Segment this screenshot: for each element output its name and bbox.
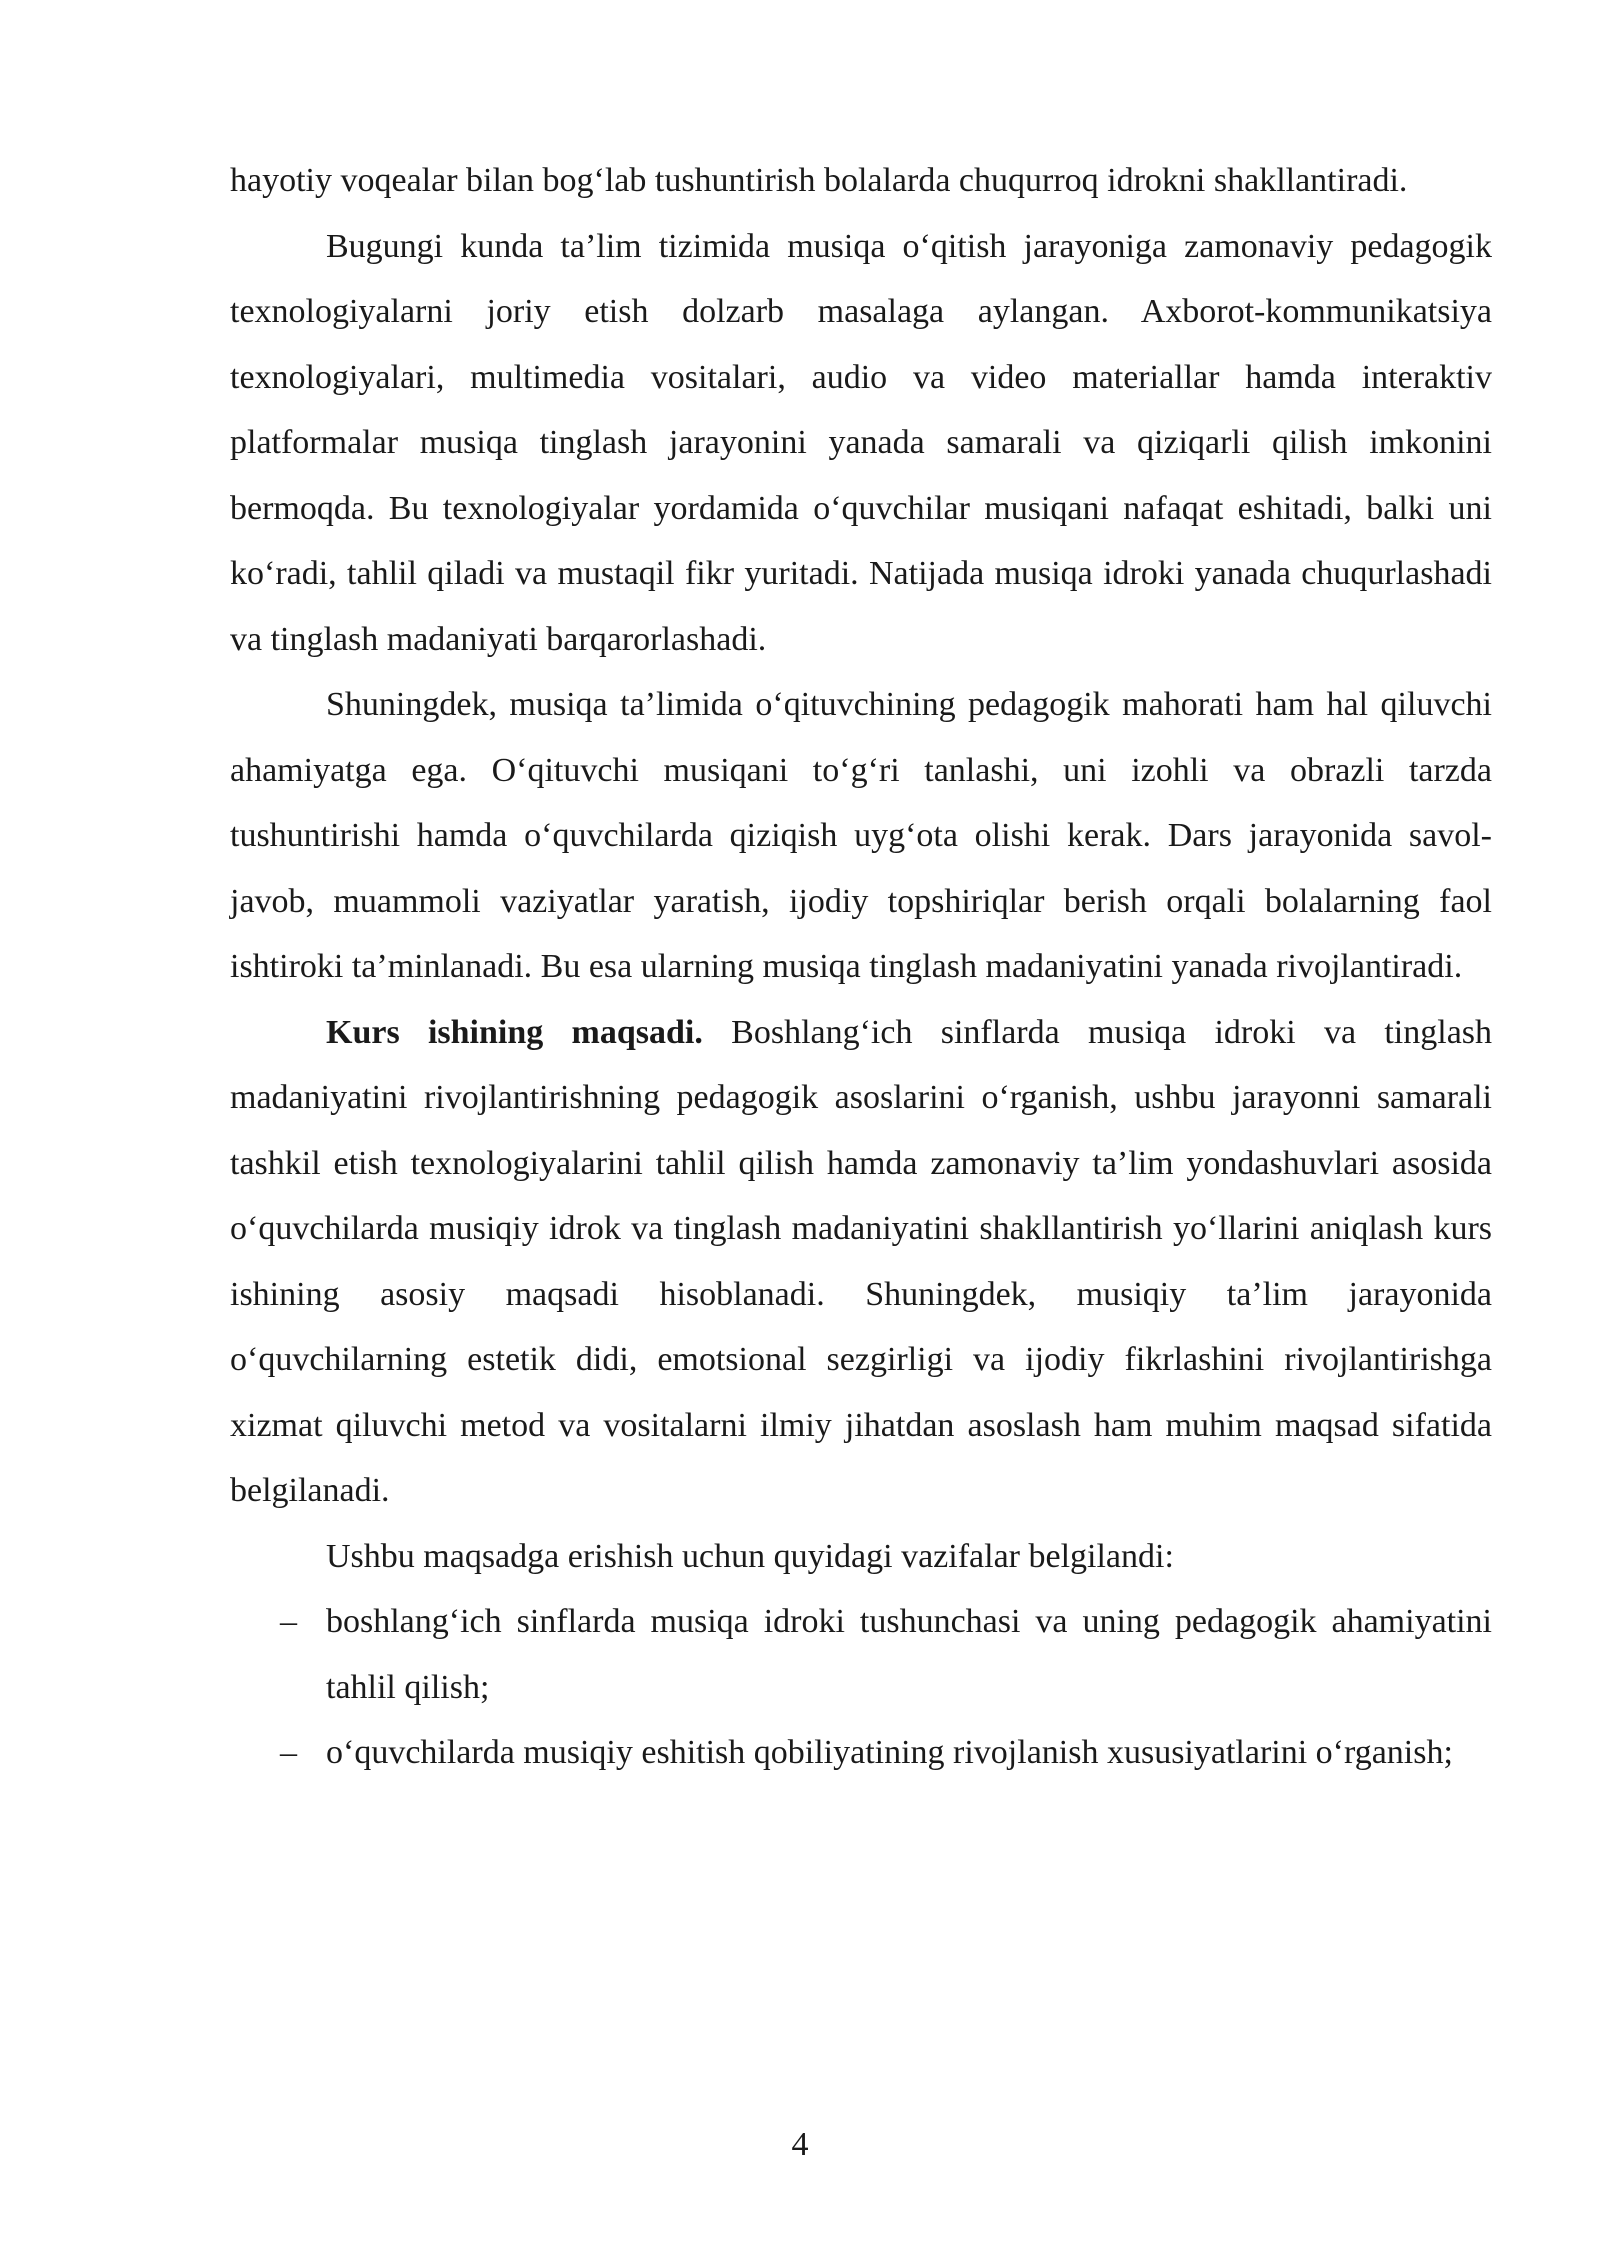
document-page	[230, 148, 1492, 1786]
paragraph-course-goal	[230, 1000, 1492, 1524]
paragraph-tasks-intro: Ushbu maqsadga erishish uchun quyidagi vazifalar belgilandi:	[326, 1537, 1174, 1575]
list-item-marker: –	[280, 1603, 297, 1640]
paragraph-continuation: hayotiy voqealar bilan bog‘lab tushuntirish bolalarda chuqurroq idrokni shakllantiradi.	[230, 162, 1408, 199]
list-item	[230, 1720, 1492, 1786]
course-goal-text: Boshlang‘ich sinflarda musiqa idroki va tinglash madaniyatini rivojlantirishning pedagogik asoslarini o‘rganish, ushbu jarayonni samarali tashkil etish texnologiyalarini tahlil qilish hamda zamonaviy ta’lim yondashuvlari asosida o‘quvchilarda musiqiy idrok va tinglash madaniyatini shakllantirish yo‘llarini aniqlash kurs ishining asosiy maqsadi hisoblanadi. Shuningdek, musiqiy ta’lim jarayonida o‘quvchilarning estetik didi, emotsional sezgirligi va ijodiy fikrlashini rivojlantirishga xizmat qiluvchi metod va vositalarni ilmiy jihatdan asoslash ham muhim maqsad sifatida belgilanadi.	[230, 1013, 1493, 1509]
course-goal-heading: Kurs ishining maqsadi.	[326, 1013, 703, 1051]
list-item	[230, 1589, 1492, 1720]
page-number: 4	[791, 2126, 809, 2163]
list-item-text: o‘quvchilarda musiqiy eshitish qobiliyatining rivojlanish xususiyatlarini o‘rganish;	[326, 1734, 1453, 1771]
list-item-marker: –	[280, 1734, 297, 1771]
paragraph-teacher-skill: Shuningdek, musiqa ta’limida o‘qituvchining pedagogik mahorati ham hal qiluvchi ahamiyatga ega. O‘qituvchi musiqani to‘g‘ri tanlashi, uni izohli va obrazli tarzda tushuntirishi hamda o‘quvchilarda qiziqish uyg‘ota olishi kerak. Dars jarayonida savol-javob, muammoli vaziyatlar yaratish, ijodiy topshiriqlar berish orqali bolalarning faol ishtiroki ta’minlanadi. Bu esa ularning musiqa tinglash madaniyatini yanada rivojlantiradi.	[230, 686, 1492, 985]
paragraph-modern-technologies: Bugungi kunda ta’lim tizimida musiqa o‘qitish jarayoniga zamonaviy pedagogik texnologiyalarni joriy etish dolzarb masalaga aylangan. Axborot-kommunikatsiya texnologiyalari, multimedia vositalari, audio va video materiallar hamda interaktiv platformalar musiqa tinglash jarayonini yanada samarali va qiziqarli qilish imkonini bermoqda. Bu texnologiyalar yordamida o‘quvchilar musiqani nafaqat eshitadi, balki uni ko‘radi, tahlil qiladi va mustaqil fikr yuritadi. Natijada musiqa idroki yanada chuqurlashadi va tinglash madaniyati barqarorlashadi.	[230, 227, 1492, 658]
list-item-text: boshlang‘ich sinflarda musiqa idroki tushunchasi va uning pedagogik ahamiyatini tahlil qilish;	[326, 1603, 1492, 1706]
tasks-list	[230, 1589, 1492, 1786]
